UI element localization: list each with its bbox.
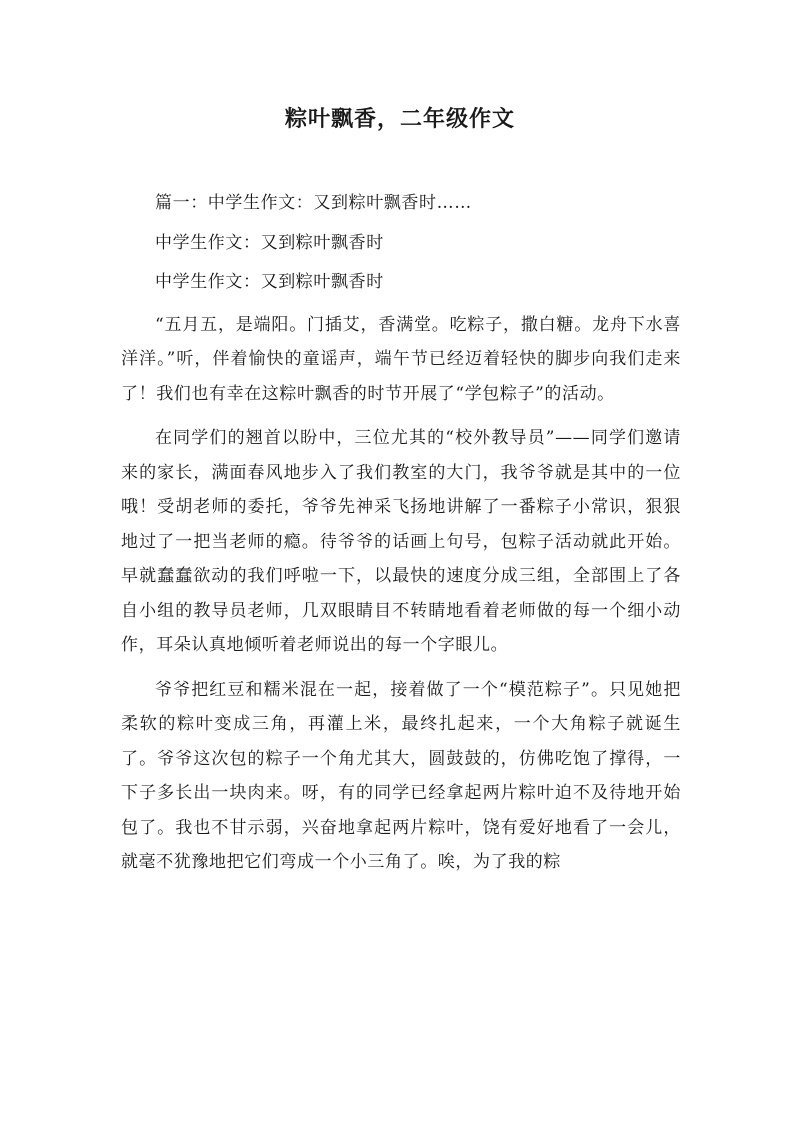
paragraph: “五月五，是端阳。门插艾，香满堂。吃粽子，撒白糖。龙舟下水喜洋洋。”听，伴着愉快的童谣声，端午节已经迈着轻快的脚步向我们走来了！我们也有幸在这粽叶飘香的时节开展了“学包粽子”的活动。: [121, 314, 681, 404]
document-body: [121, 186, 681, 890]
paragraph: 爷爷把红豆和糯米混在一起，接着做了一个“模范粽子”。只见她把柔软的粽叶变成三角，再灌上米，最终扎起来，一个大角粽子就诞生了。爷爷这次包的粽子一个角尤其大，圆鼓鼓的，仿佛吃饱了撑得，一下子多长出一块肉来。呀，有的同学已经拿起两片粽叶迫不及待地开始包了。我也不甘示弱，兴奋地拿起两片粽叶，饶有爱好地看了一会儿，就毫不犹豫地把它们弯成一个小三角了。唉，为了我的粽: [121, 679, 681, 872]
subheading: 中学生作文：又到粽叶飘香时: [155, 232, 384, 253]
section-heading: 篇一：中学生作文：又到粽叶飘香时……: [155, 193, 472, 213]
subheading: 中学生作文：又到粽叶飘香时: [155, 272, 384, 292]
paragraph: 在同学们的翘首以盼中，三位尤其的“校外教导员”——同学们邀请来的家长，满面春风地步入了我们教室的大门，我爷爷就是其中的一位哦！受胡老师的委托，爷爷先神采飞扬地讲解了一番粽子小常识，狠狠地过了一把当老师的瘾。待爷爷的话画上句号，包粽子活动就此开始。早就蠢蠢欲动的我们呼啦一下，以最快的速度分成三组，全部围上了各自小组的教导员老师，几双眼睛目不转睛地看着老师做的每一个细小动作，耳朵认真地倾听着老师说出的每一个字眼儿。: [121, 428, 681, 655]
document-title: 粽叶飘香，二年级作文: [284, 106, 515, 132]
